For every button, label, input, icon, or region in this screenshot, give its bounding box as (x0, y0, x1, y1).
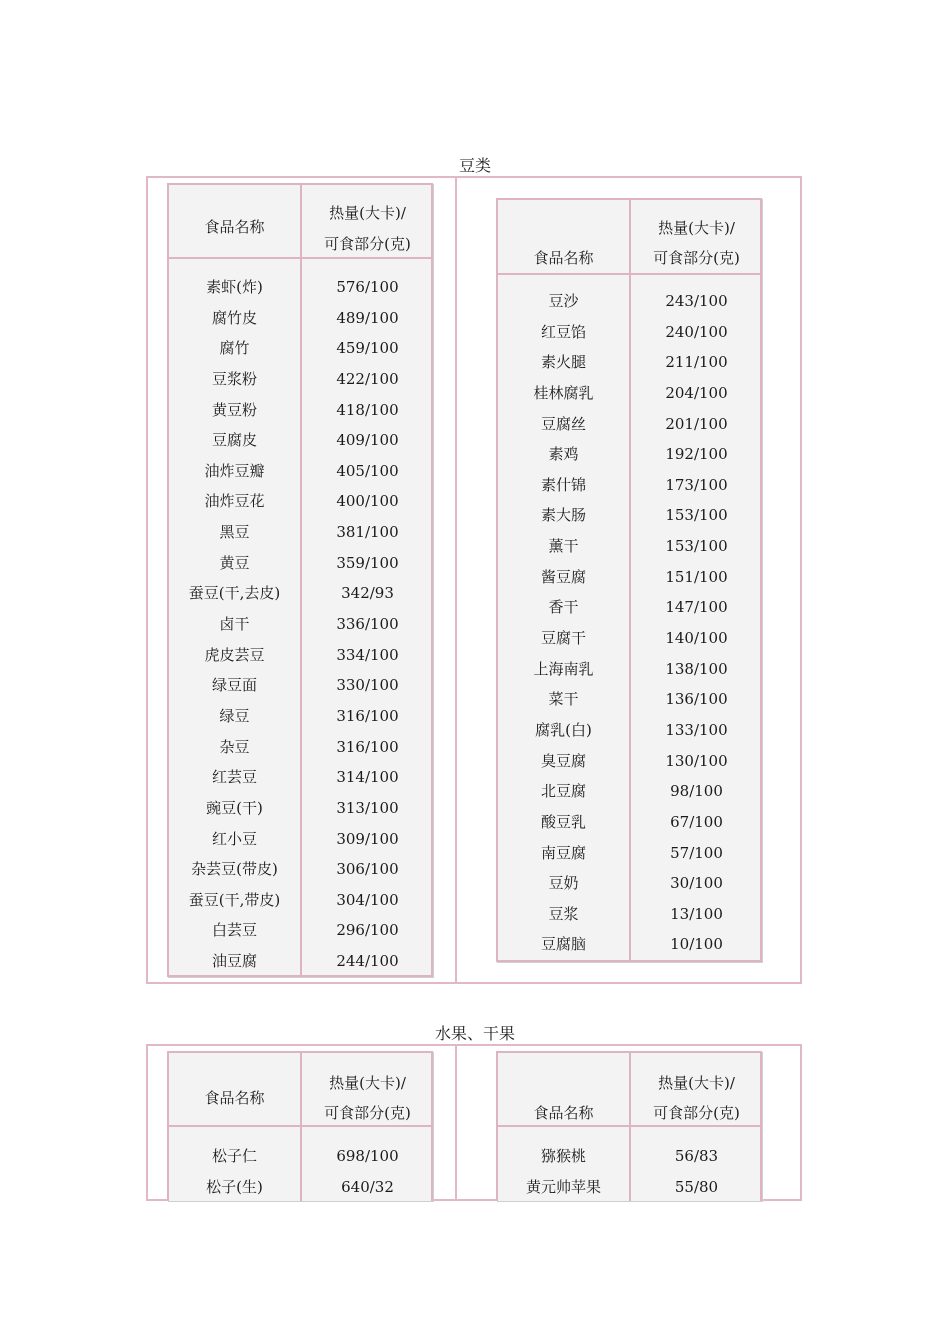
food-name-cell: 素火腿 (540, 353, 586, 372)
table-row (169, 456, 431, 487)
table-row (498, 347, 760, 378)
header-calories-line1: 热量(大卡)/ (329, 204, 406, 222)
food-name-cell: 酸豆乳 (540, 812, 586, 831)
food-name-cell: 红芸豆 (211, 768, 257, 787)
food-name-cell: 蚕豆(干,带皮) (188, 890, 281, 909)
calories-cell: 314/100 (336, 768, 399, 787)
food-name-cell: 香干 (548, 598, 579, 617)
table-row (498, 654, 760, 685)
food-name-cell: 油炸豆花 (204, 492, 265, 511)
food-name-cell: 豆沙 (548, 292, 579, 310)
beans-table-right (496, 198, 762, 962)
calories-cell: 381/100 (336, 523, 399, 542)
table-row (498, 868, 760, 899)
calories-cell: 153/100 (665, 537, 728, 556)
table-row (169, 915, 431, 946)
calories-cell: 316/100 (336, 706, 399, 725)
food-name-cell: 桂林腐乳 (533, 383, 594, 402)
table-row (498, 500, 760, 531)
food-name-cell: 绿豆面 (211, 676, 257, 695)
calories-cell: 56/83 (674, 1147, 719, 1165)
header-calories-line2: 可食部分(克) (324, 235, 411, 253)
table-row (169, 578, 431, 609)
table-row (498, 838, 760, 869)
header-food-name: 食品名称 (533, 249, 594, 267)
food-name-cell: 素鸡 (548, 445, 579, 464)
table-row (498, 562, 760, 593)
calories-cell: 306/100 (336, 860, 399, 879)
table-row (498, 592, 760, 623)
food-name-cell: 杂芸豆(带皮) (191, 860, 278, 879)
calories-cell: 55/80 (674, 1177, 719, 1196)
header-calories-line2: 可食部分(克) (653, 1104, 740, 1122)
table-row (169, 793, 431, 824)
food-name-cell: 油豆腐 (211, 952, 257, 971)
food-name-cell: 素大肠 (540, 506, 586, 525)
fruits-table-right (496, 1051, 762, 1201)
food-name-cell: 南豆腐 (540, 843, 586, 862)
food-name-cell: 豆浆粉 (211, 369, 257, 388)
food-name-cell: 松子(生) (206, 1177, 263, 1196)
calories-cell: 342/93 (341, 584, 394, 603)
food-name-cell: 蚕豆(干,去皮) (188, 584, 281, 603)
food-name-cell: 猕猴桃 (540, 1147, 586, 1165)
calories-cell: 138/100 (665, 659, 728, 678)
food-name-cell: 酱豆腐 (540, 567, 586, 586)
table-row (169, 548, 431, 579)
calories-cell: 240/100 (665, 322, 728, 341)
food-name-cell: 豆腐干 (540, 629, 586, 648)
food-name-cell: 虎皮芸豆 (204, 645, 265, 664)
food-name-cell: 素什锦 (540, 475, 586, 494)
calories-cell: 698/100 (336, 1147, 399, 1165)
calories-cell: 313/100 (336, 798, 399, 817)
food-name-cell: 红小豆 (211, 829, 257, 848)
food-name-cell: 黑豆 (219, 523, 250, 542)
food-name-cell: 腐竹 (219, 339, 250, 358)
fruits-table-left (167, 1051, 433, 1201)
table-row (169, 1172, 431, 1203)
header-calories-line2: 可食部分(克) (653, 249, 740, 267)
food-name-cell: 上海南乳 (533, 659, 594, 678)
food-name-cell: 杂豆 (219, 737, 250, 756)
table-row (169, 609, 431, 640)
calories-cell: 244/100 (336, 952, 399, 971)
table-row (169, 762, 431, 793)
calories-cell: 151/100 (665, 567, 728, 586)
table-row (169, 425, 431, 456)
calories-cell: 30/100 (670, 874, 723, 893)
table-row (498, 623, 760, 654)
calories-cell: 130/100 (665, 751, 728, 770)
calories-cell: 243/100 (665, 292, 728, 310)
table-row (169, 854, 431, 885)
table-row (169, 517, 431, 548)
calories-cell: 13/100 (670, 904, 723, 923)
table-row (498, 684, 760, 715)
food-name-cell: 腐乳(白) (535, 720, 592, 739)
calories-cell: 359/100 (336, 553, 399, 572)
table-row (498, 715, 760, 746)
table-row (169, 701, 431, 732)
food-name-cell: 白芸豆 (211, 921, 257, 940)
calories-cell: 409/100 (336, 431, 399, 450)
food-name-cell: 臭豆腐 (540, 751, 586, 770)
food-name-cell: 豆腐皮 (211, 431, 257, 450)
table-row (498, 470, 760, 501)
calories-cell: 147/100 (665, 598, 728, 617)
table-row (498, 746, 760, 777)
table-row (498, 439, 760, 470)
food-name-cell: 油炸豆瓣 (204, 461, 265, 480)
table-row (498, 929, 760, 960)
calories-cell: 576/100 (336, 278, 399, 296)
food-name-cell: 北豆腐 (540, 782, 586, 801)
beans-table-left (167, 183, 433, 977)
food-name-cell: 豆腐丝 (540, 414, 586, 433)
calories-cell: 489/100 (336, 308, 399, 327)
food-name-cell: 豆腐脑 (540, 935, 586, 954)
frame-divider (455, 1046, 457, 1199)
food-name-cell: 黄豆粉 (211, 400, 257, 419)
calories-cell: 459/100 (336, 339, 399, 358)
table-row (169, 946, 431, 977)
table-row (498, 776, 760, 807)
beans-outer-frame (146, 176, 802, 984)
calories-cell: 153/100 (665, 506, 728, 525)
table-row (498, 899, 760, 930)
calories-cell: 136/100 (665, 690, 728, 709)
calories-cell: 211/100 (665, 353, 728, 372)
section-title-fruits: 水果、干果 (434, 1024, 515, 1043)
calories-cell: 204/100 (665, 383, 728, 402)
calories-cell: 192/100 (665, 445, 728, 464)
calories-cell: 336/100 (336, 615, 399, 634)
table-row (498, 317, 760, 348)
calories-cell: 309/100 (336, 829, 399, 848)
calories-cell: 422/100 (336, 369, 399, 388)
food-name-cell: 豆浆 (548, 904, 579, 923)
calories-cell: 304/100 (336, 890, 399, 909)
food-name-cell: 绿豆 (219, 706, 250, 725)
food-name-cell: 豆奶 (548, 874, 579, 893)
food-name-cell: 菜干 (548, 690, 579, 709)
table-row (169, 640, 431, 671)
food-name-cell: 黄豆 (219, 553, 250, 572)
food-name-cell: 黄元帅苹果 (525, 1177, 601, 1196)
calories-cell: 201/100 (665, 414, 728, 433)
calories-cell: 334/100 (336, 645, 399, 664)
table-row (498, 1141, 760, 1172)
fruits-outer-frame (146, 1044, 802, 1201)
food-name-cell: 薰干 (548, 537, 579, 556)
table-row (498, 1172, 760, 1203)
table-row (169, 1141, 431, 1172)
food-name-cell: 腐竹皮 (211, 308, 257, 327)
header-food-name: 食品名称 (204, 1089, 265, 1107)
table-row (169, 732, 431, 763)
food-name-cell: 红豆馅 (540, 322, 586, 341)
food-name-cell: 豌豆(干) (206, 798, 263, 817)
calories-cell: 330/100 (336, 676, 399, 695)
calories-cell: 173/100 (665, 475, 728, 494)
food-name-cell: 素虾(炸) (206, 278, 263, 296)
header-calories-line1: 热量(大卡)/ (658, 219, 735, 237)
calories-cell: 98/100 (670, 782, 723, 801)
table-row (169, 395, 431, 426)
beans-right-rows (498, 286, 760, 960)
fruits-right-rows (498, 1141, 760, 1202)
header-calories-line2: 可食部分(克) (324, 1104, 411, 1122)
calories-cell: 140/100 (665, 629, 728, 648)
calories-cell: 10/100 (670, 935, 723, 954)
calories-cell: 400/100 (336, 492, 399, 511)
table-row (498, 531, 760, 562)
calories-cell: 296/100 (336, 921, 399, 940)
section-title-beans: 豆类 (458, 156, 491, 175)
fruits-left-rows (169, 1141, 431, 1202)
table-row (169, 303, 431, 334)
food-name-cell: 松子仁 (211, 1147, 257, 1165)
table-row (169, 333, 431, 364)
header-calories-line1: 热量(大卡)/ (329, 1074, 406, 1092)
table-row (169, 885, 431, 916)
table-row (169, 272, 431, 303)
header-calories-line1: 热量(大卡)/ (658, 1074, 735, 1092)
frame-divider (455, 178, 457, 982)
calories-cell: 405/100 (336, 461, 399, 480)
calories-cell: 67/100 (670, 812, 723, 831)
calories-cell: 418/100 (336, 400, 399, 419)
beans-left-rows (169, 272, 431, 977)
table-row (498, 807, 760, 838)
header-food-name: 食品名称 (204, 218, 265, 236)
calories-cell: 57/100 (670, 843, 723, 862)
table-row (169, 824, 431, 855)
table-row (169, 670, 431, 701)
table-row (498, 409, 760, 440)
header-food-name: 食品名称 (533, 1104, 594, 1122)
calories-cell: 316/100 (336, 737, 399, 756)
table-row (169, 364, 431, 395)
calories-cell: 133/100 (665, 720, 728, 739)
food-name-cell: 卤干 (219, 615, 250, 634)
table-row (498, 378, 760, 409)
table-row (169, 486, 431, 517)
calories-cell: 640/32 (341, 1177, 394, 1196)
table-row (498, 286, 760, 317)
